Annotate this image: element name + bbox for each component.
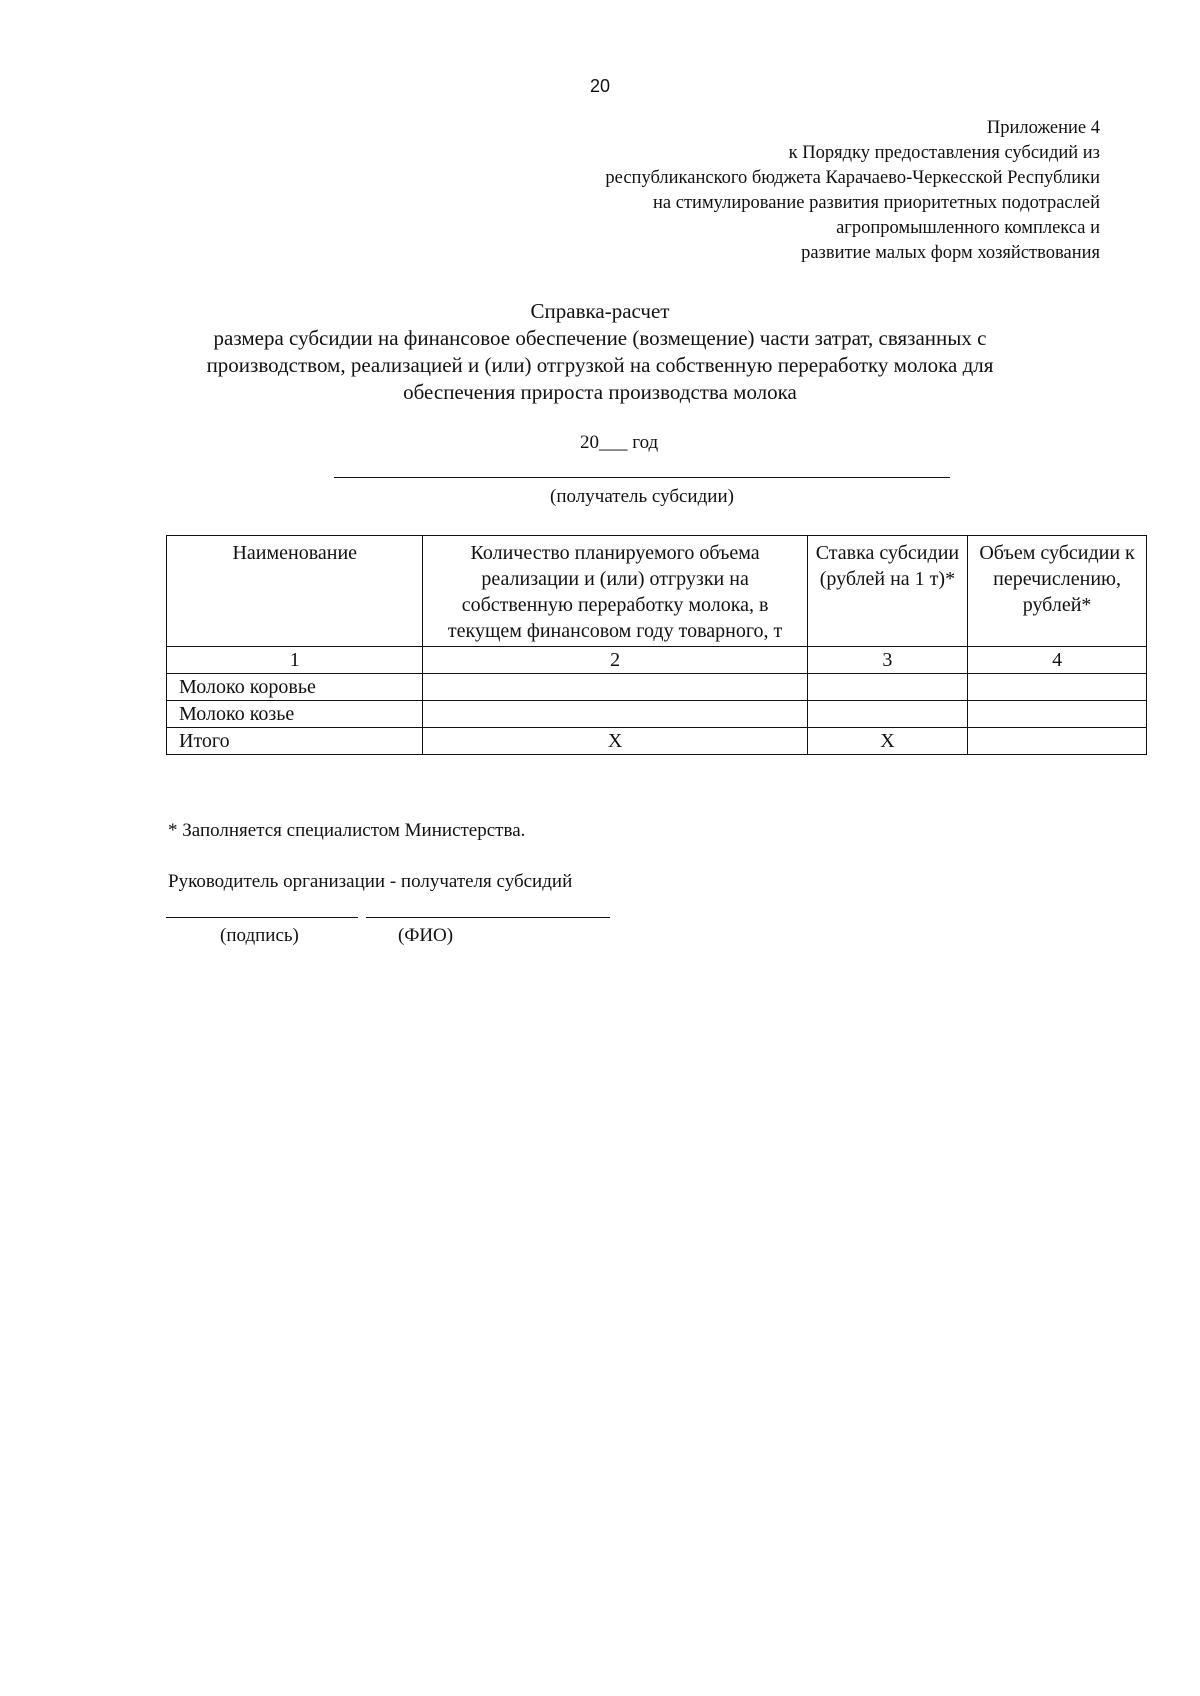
document-title: [150, 298, 1050, 406]
appendix-line: на стимулирование развития приоритетных подотраслей: [653, 193, 1100, 213]
appendix-line: развитие малых форм хозяйствования: [801, 243, 1100, 263]
column-number: 2: [423, 647, 807, 674]
header-quantity: Количество планируемого объема реализации и (или) отгрузки на собственную переработку молока, в текущем финансовом году товарного, т: [423, 536, 807, 647]
column-number: 4: [968, 647, 1147, 674]
year-field: 20___ год: [580, 432, 659, 453]
title-line: размера субсидии на финансовое обеспечение (возмещение) части затрат, связанных с: [213, 326, 987, 350]
fio-underline: [366, 917, 610, 918]
header-rate: Ставка субсидии (рублей на 1 т)*: [807, 536, 967, 647]
cell-amount: [968, 674, 1147, 701]
signature-underline: [166, 917, 358, 918]
column-number: 3: [807, 647, 967, 674]
cell-quantity: [423, 674, 807, 701]
title-line: производством, реализацией и (или) отгрузкой на собственную переработку молока для: [206, 353, 994, 377]
appendix-line: агропромышленного комплекса и: [836, 218, 1100, 238]
cell-quantity: [423, 701, 807, 728]
header-name: Наименование: [167, 536, 423, 647]
appendix-line: республиканского бюджета Карачаево-Черкесской Республики: [605, 168, 1100, 188]
column-number-row: [167, 647, 1147, 674]
signature-label: (подпись): [220, 925, 299, 946]
cell-quantity: Х: [423, 728, 807, 755]
cell-rate: [807, 674, 967, 701]
header-subsidy-amount: Объем субсидии к перечислению, рублей*: [968, 536, 1147, 647]
table-row: [167, 701, 1147, 728]
cell-rate: Х: [807, 728, 967, 755]
cell-amount: [968, 701, 1147, 728]
recipient-underline: [334, 477, 950, 478]
appendix-line: Приложение 4: [986, 118, 1100, 138]
footnote: * Заполняется специалистом Министерства.: [168, 820, 526, 841]
row-name: Итого: [167, 728, 423, 755]
row-name: Молоко коровье: [167, 674, 423, 701]
column-number: 1: [167, 647, 423, 674]
fio-label: (ФИО): [398, 925, 454, 946]
table-row: [167, 674, 1147, 701]
title-heading: Справка-расчет: [530, 299, 670, 323]
head-of-organization-label: Руководитель организации - получателя субсидий: [168, 871, 573, 892]
cell-amount: [968, 728, 1147, 755]
row-name: Молоко козье: [167, 701, 423, 728]
table-header-row: [167, 536, 1147, 647]
page-number: 20: [589, 76, 611, 96]
appendix-line: к Порядку предоставления субсидий из: [788, 143, 1100, 163]
calculation-table: [166, 535, 1147, 755]
cell-rate: [807, 701, 967, 728]
table-row-total: [167, 728, 1147, 755]
title-line: обеспечения прироста производства молока: [403, 380, 797, 404]
appendix-reference: [400, 116, 1100, 266]
recipient-label: (получатель субсидии): [550, 486, 734, 507]
